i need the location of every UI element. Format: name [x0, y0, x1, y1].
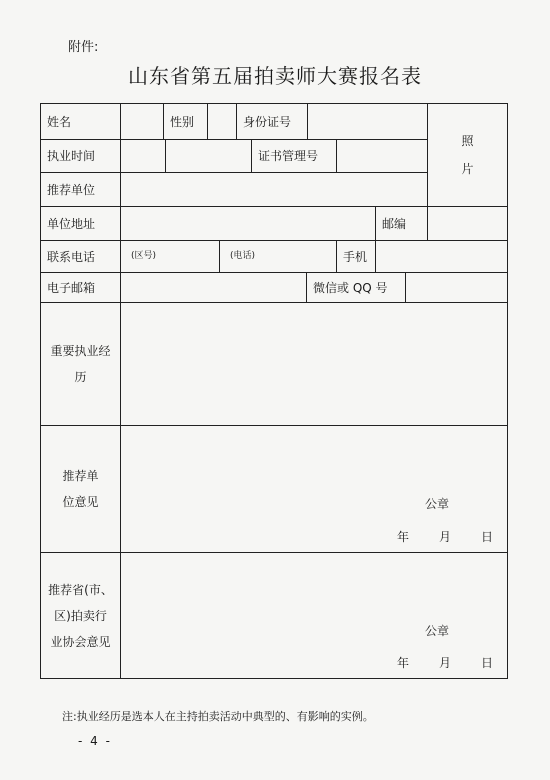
unit-seal-label: 公章	[425, 497, 450, 511]
unit-opinion-label	[41, 426, 120, 552]
association-seal-label: 公章	[425, 624, 450, 638]
mobile-label: 手机	[343, 249, 368, 264]
postcode-label: 邮编	[382, 216, 407, 231]
association-date-day: 日	[481, 656, 494, 670]
association-date-month: 月	[439, 656, 452, 670]
practice-time-field[interactable]	[121, 140, 165, 172]
gender-label: 性别	[170, 114, 195, 129]
email-field[interactable]	[121, 273, 306, 302]
mobile-field[interactable]	[376, 241, 507, 272]
page-number: - 4 -	[78, 734, 112, 748]
footnote: 注:执业经历是选本人在主持拍卖活动中典型的、有影响的实例。	[62, 710, 374, 723]
postcode-field[interactable]	[428, 207, 507, 240]
email-label: 电子邮箱	[47, 280, 96, 295]
wechat-qq-field[interactable]	[406, 273, 507, 302]
recommender-label: 推荐单位	[47, 182, 96, 197]
experience-field[interactable]	[121, 303, 507, 425]
unit-date-year: 年	[397, 530, 410, 544]
id-number-field[interactable]	[308, 104, 427, 139]
cert-number-field[interactable]	[337, 140, 427, 172]
photo-label-1: 照	[461, 134, 474, 148]
unit-address-field[interactable]	[121, 207, 375, 240]
experience-label	[41, 303, 120, 425]
practice-time-field-2[interactable]	[166, 140, 251, 172]
phone-number-field[interactable]: (电话)	[230, 251, 256, 261]
unit-address-label: 单位地址	[47, 216, 96, 231]
unit-date-month: 月	[439, 530, 452, 544]
association-opinion-label-line-1: 推荐省(市、	[48, 582, 113, 597]
photo-label-2: 片	[461, 162, 474, 176]
form-title: 山东省第五届拍卖师大赛报名表	[128, 64, 422, 88]
id-number-label: 身份证号	[243, 114, 292, 129]
unit-opinion-label-line-1: 推荐单	[62, 469, 99, 483]
phone-label: 联系电话	[47, 249, 96, 264]
wechat-qq-label: 微信或 QQ 号	[313, 280, 388, 295]
unit-date-day: 日	[481, 530, 494, 544]
unit-opinion-label-line-2: 位意见	[62, 495, 99, 509]
association-opinion-label-line-3: 业协会意见	[50, 634, 111, 649]
association-opinion-label-line-2: 区)拍卖行	[54, 608, 107, 623]
practice-time-label: 执业时间	[47, 149, 96, 163]
association-date-year: 年	[397, 656, 410, 670]
cert-number-label: 证书管理号	[258, 149, 319, 163]
experience-label-line-1: 重要执业经	[50, 344, 111, 358]
recommender-field[interactable]	[121, 173, 427, 206]
experience-label-line-2: 历	[74, 370, 87, 384]
name-label: 姓名	[47, 114, 72, 129]
attachment-label: 附件:	[68, 40, 99, 55]
association-opinion-label	[41, 553, 120, 678]
area-code-field[interactable]: (区号)	[131, 251, 157, 261]
name-field[interactable]	[121, 104, 163, 139]
photo-box[interactable]	[428, 104, 507, 206]
gender-field[interactable]	[208, 104, 236, 139]
